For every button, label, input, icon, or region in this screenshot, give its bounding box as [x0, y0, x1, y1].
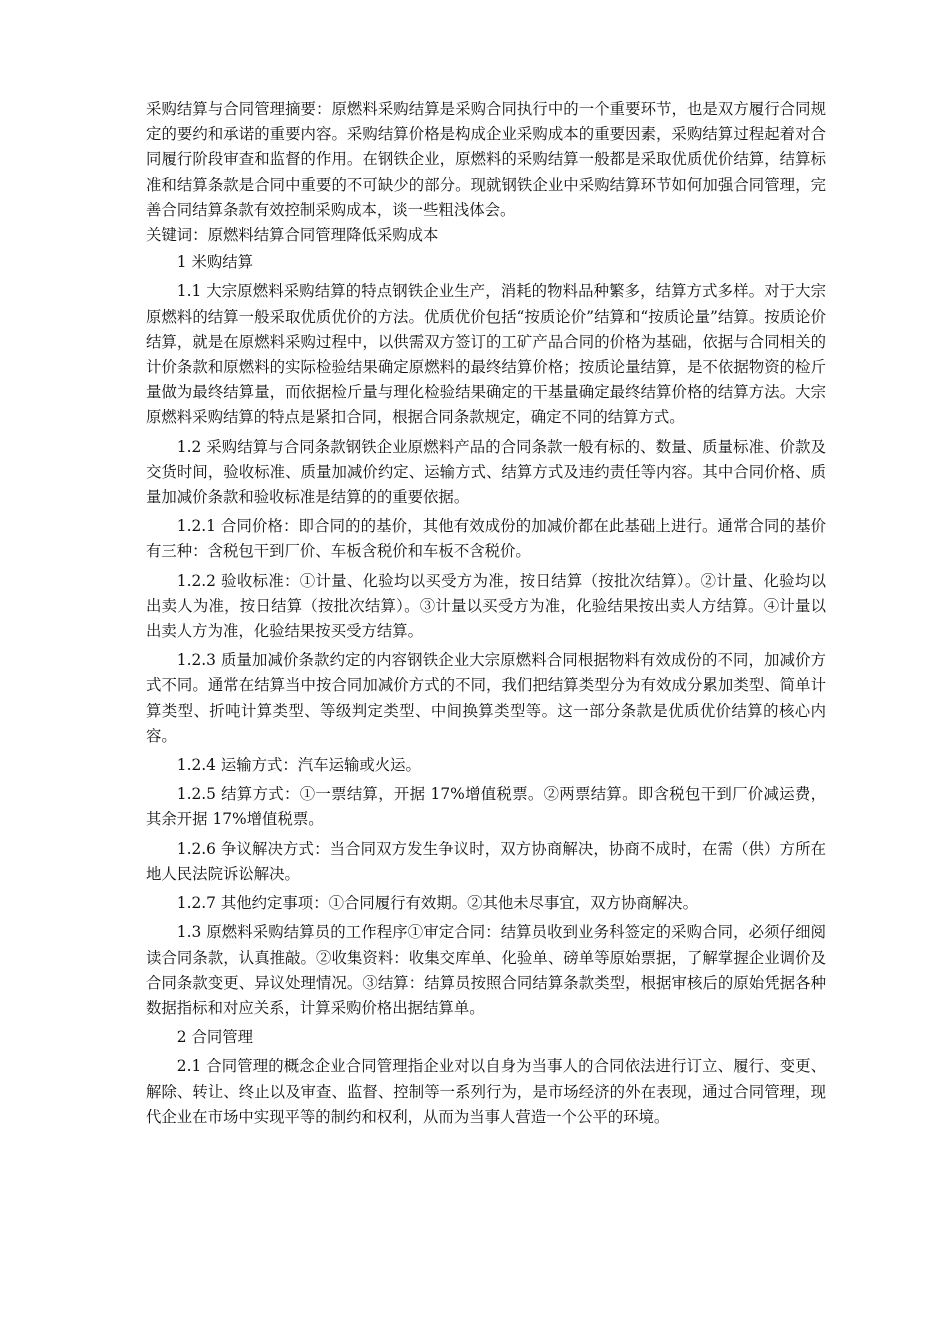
document-page — [146, 97, 826, 1130]
paragraph-1-1: 1.1 大宗原燃料采购结算的特点钢铁企业生产，消耗的物料品种繁多，结算方式多样。对于大宗原燃料的结算一般采取优质优价的方法。优质优价包括“按质论价”结算和“按质论量”结算。按质论价结算，就是在原燃料采购过程中，以供需双方签订的工矿产品合同的价格为基础，依据与合同相关的计价条款和原燃料的实际检验结果确定原燃料的最终结算价格；按质论量结算，是不依据物资的检斤量做为最终结算量，而依据检斤量与理化检验结果确定的干基量确定最终结算价格的结算方法。大宗原燃料采购结算的特点是紧扣合同，根据合同条款规定，确定不同的结算方式。 — [146, 282, 826, 427]
paragraph-1-2-3: 1.2.3 质量加减价条款约定的内容钢铁企业大宗原燃料合同根据物料有效成份的不同，加减价方式不同。通常在结算当中按合同加减价方式的不同，我们把结算类型分为有效成分累加类型、简单计算类型、折吨计算类型、等级判定类型、中间换算类型等。这一部分条款是优质优价结算的核心内容。 — [146, 651, 826, 745]
paragraph-1-2-4: 1.2.4 运输方式：汽车运输或火运。 — [176, 756, 421, 775]
section-heading-2: 2 合同管理 — [176, 1028, 254, 1047]
paragraph-1-3: 1.3 原燃料采购结算员的工作程序①审定合同：结算员收到业务科签定的采购合同，必须仔细阅读合同条款，认真推敲。②收集资料：收集交库单、化验单、磅单等原始票据，了解掌握企业调价及合同条款变更、异议处理情况。③结算：结算员按照合同结算条款类型，根据审核后的原始凭据各种数据指标和对应关系，计算采购价格出据结算单。 — [146, 923, 826, 1017]
paragraph-1-2-1: 1.2.1 合同价格：即合同的的基价，其他有效成份的加减价都在此基础上进行。通常合同的基价有三种：含税包干到厂价、车板含税价和车板不含税价。 — [146, 517, 826, 561]
paragraph-1-2-6: 1.2.6 争议解决方式：当合同双方发生争议时，双方协商解决，协商不成时，在需（供）方所在地人民法院诉讼解决。 — [146, 839, 826, 883]
section-heading-1: 1 米购结算 — [176, 253, 254, 272]
paragraph-1-2-7: 1.2.7 其他约定事项：①合同履行有效期。②其他未尽事宜，双方协商解决。 — [176, 894, 698, 913]
paragraph-1-2-5: 1.2.5 结算方式：①一票结算，开据 17%增值税票。②两票结算。即含税包干到厂价减运费，其余开据 17%增值税票。 — [146, 785, 826, 829]
keywords-line: 关键词：原燃料结算合同管理降低采购成本 — [146, 226, 439, 245]
paragraph-2-1: 2.1 合同管理的概念企业合同管理指企业对以自身为当事人的合同依法进行订立、履行、变更、解除、转让、终止以及审查、监督、控制等一系列行为，是市场经济的外在表现，通过合同管理，现代企业在市场中实现平等的制约和权利，从而为当事人营造一个公平的环境。 — [146, 1057, 826, 1126]
paragraph-1-2: 1.2 采购结算与合同条款钢铁企业原燃料产品的合同条款一般有标的、数量、质量标准、价款及交货时间，验收标准、质量加减价约定、运输方式、结算方式及违约责任等内容。其中合同价格、质量加减价条款和验收标准是结算的的重要依据。 — [146, 437, 826, 507]
abstract-paragraph: 采购结算与合同管理摘要：原燃料采购结算是采购合同执行中的一个重要环节，也是双方履行合同规定的要约和承诺的重要内容。采购结算价格是构成企业采购成本的重要因素，采购结算过程起着对合同履行阶段审查和监督的作用。在钢铁企业，原燃料的采购结算一般都是采取优质优价结算，结算标准和结算条款是合同中重要的不可缺少的部分。现就钢铁企业中采购结算环节如何加强合同管理，完善合同结算条款有效控制采购成本，谈一些粗浅体会。 — [146, 100, 826, 219]
paragraph-1-2-2: 1.2.2 验收标准：①计量、化验均以买受方为准，按日结算（按批次结算）。②计量、化验均以出卖人为准，按日结算（按批次结算）。③计量以买受方为准，化验结果按出卖人方结算。④计量以出卖人方为准，化验结果按买受方结算。 — [146, 571, 826, 641]
